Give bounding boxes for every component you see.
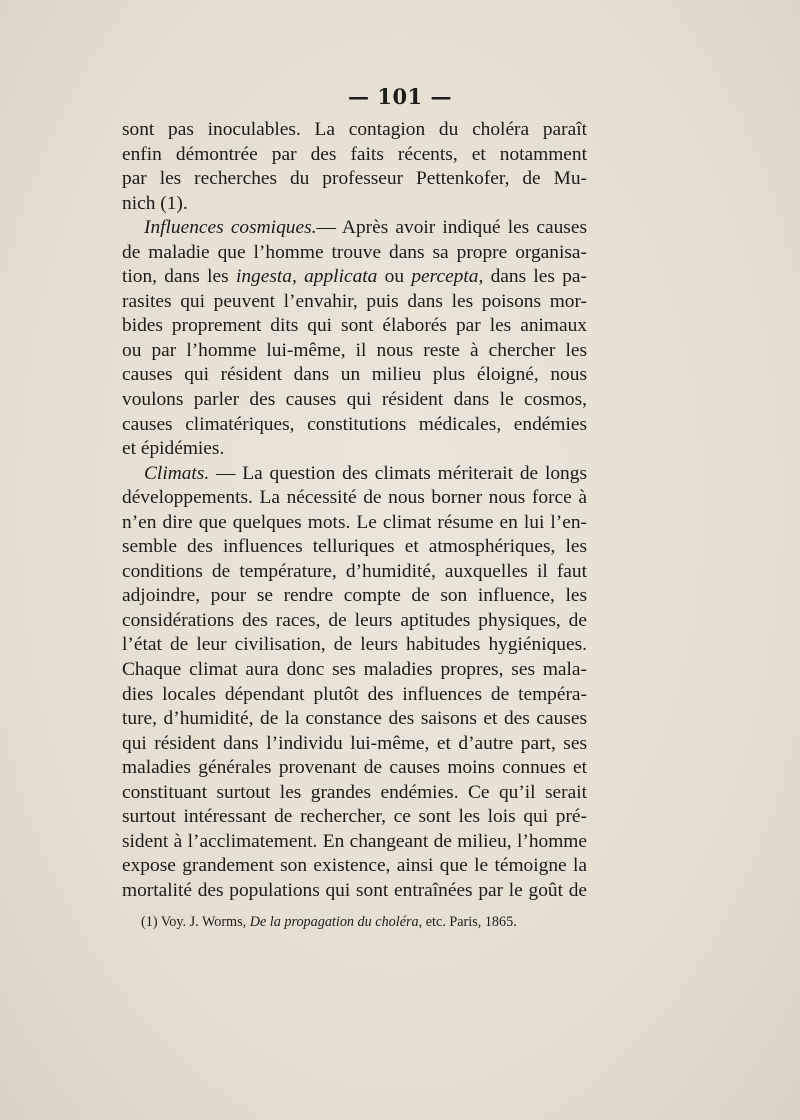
text-line: considérations des races, de leurs aptitudes physiques, de [122,609,587,631]
text-line: voulons parler des causes qui résident dans le cosmos, [122,389,587,411]
section-heading-influences: Influences cosmiques. [144,217,317,239]
text-line: semble des influences telluriques et atmosphériques, les [122,536,587,558]
text-line: l’état de leur civilisation, de leurs habitudes hygiéniques. [122,634,587,656]
section-line-climats [122,462,587,487]
text-line: rasites qui peuvent l’envahir, puis dans les poisons mor- [122,290,587,312]
text-line: sident à l’acclimatement. En changeant de milieu, l’homme [122,830,587,852]
text-line: et épidémies. [122,438,225,460]
text-line: conditions de température, d’humidité, auxquelles il faut [122,560,587,582]
latin-term: percepta [411,266,479,288]
text-line: Chaque climat aura donc ses maladies propres, ses mala- [122,659,587,681]
text-line: enfin démontrée par des faits récents, et notamment [122,143,587,165]
text-fragment: — La question des climats mériterait de longs [209,462,587,484]
text-line: mortalité des populations qui sont entraînées par le goût de [122,879,587,901]
text-fragment: tion, dans les [122,266,236,288]
text-line: de maladie que l’homme trouve dans sa propre organisa- [122,241,587,263]
latin-terms: ingesta, applicata [235,266,378,288]
text-fragment: ou [377,266,412,288]
text-line: adjoindre, pour se rendre compte de son influence, les [122,585,587,607]
footnote-prefix: (1) Voy. J. Worms, [141,914,250,930]
text-line: sont pas inoculables. La contagion du choléra paraît [122,119,587,140]
section-line-influences [122,216,587,241]
text-line: ture, d’humidité, de la constance des saisons et des causes [122,708,587,730]
text-line: surtout intéressant de rechercher, ce sont les lois qui pré- [122,806,587,828]
text-line: nich (1). [122,192,188,214]
text-line-latin-terms [122,265,587,290]
page-number: — 101 — [348,84,452,109]
footnote [141,914,601,931]
text-fragment: — Après avoir indiqué les causes [316,217,587,239]
text-line: causes qui résident dans un milieu plus éloigné, nous [122,364,587,386]
text-line: constituant surtout les grandes endémies. Ce qu’il serait [122,781,587,803]
body-text [122,118,587,904]
text-line: qui résident dans l’individu lui-même, et d’autre part, ses [122,732,587,754]
footnote-suffix: , etc. Paris, 1865. [418,914,517,930]
text-line: ou par l’homme lui-même, il nous reste à chercher les [122,339,587,361]
text-line: bides proprement dits qui sont élaborés par les animaux [122,315,587,337]
text-line: par les recherches du professeur Pettenkofer, de Mu- [122,168,587,190]
text-line: causes climatériques, constitutions médicales, endémies [122,413,587,435]
text-line: dies locales dépendant plutôt des influences de tempéra- [122,683,587,705]
text-line: maladies générales provenant de causes moins connues et [122,757,587,779]
text-line: n’en dire que quelques mots. Le climat résume en lui l’en- [122,511,587,533]
text-line: développements. La nécessité de nous borner nous force à [122,487,587,509]
footnote-title: De la propagation du choléra [249,914,419,930]
section-heading-climats: Climats. [144,462,210,484]
text-fragment: , dans les pa- [478,266,587,288]
text-line: expose grandement son existence, ainsi que le témoigne la [122,855,587,877]
